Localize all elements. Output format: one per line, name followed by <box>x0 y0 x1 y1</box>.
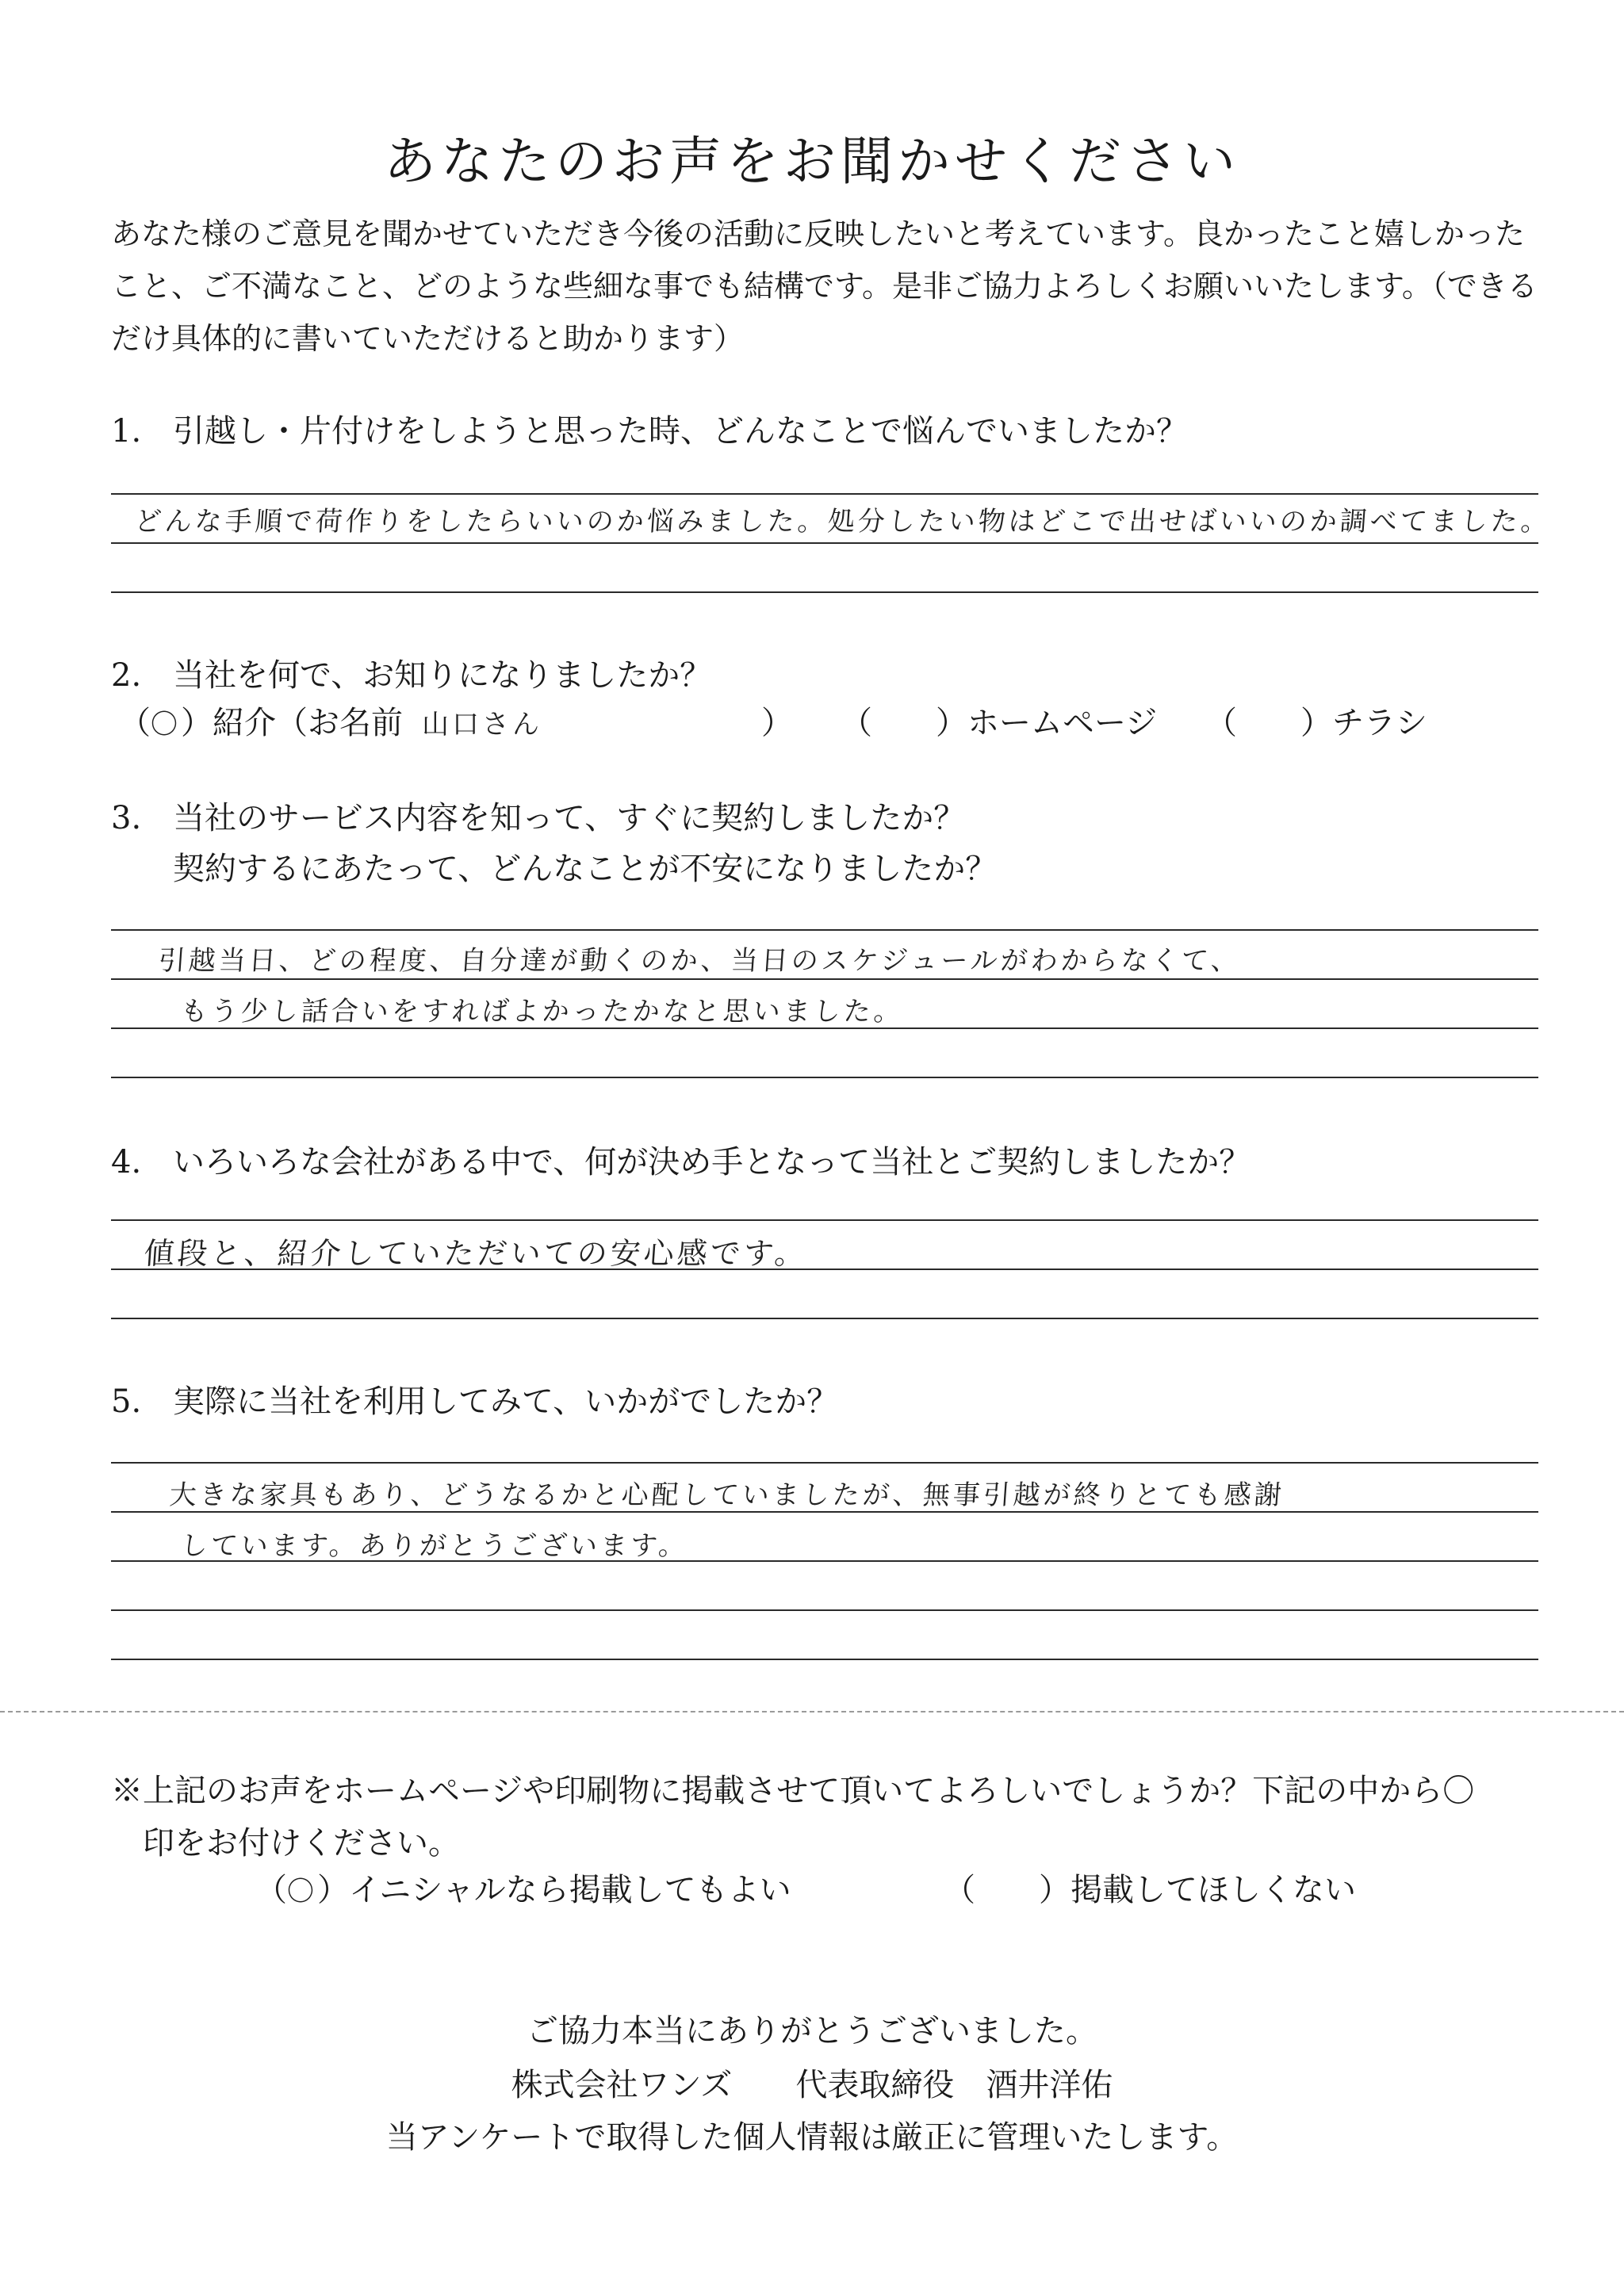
question-3-number: 3. <box>111 800 142 836</box>
question-3 <box>111 793 965 838</box>
answer-3-handwriting-1: 引越当日、どの程度、自分達が動くのか、当日のスケジュールがわからなくて、 <box>157 945 1243 977</box>
answer-5-line-1 <box>111 1462 1538 1464</box>
consent-note <box>111 1765 1538 1869</box>
consent-line-2: 印をお付けください。 <box>143 1825 460 1862</box>
referral-close-paren: ） <box>761 705 793 741</box>
thanks-text: ご協力本当にありがとうございました。 <box>527 2013 1097 2049</box>
referral-label: ）紹介（お名前 <box>181 705 403 741</box>
question-3-text-1: 当社のサービス内容を知って、すぐに契約しましたか？ <box>173 800 966 836</box>
question-1-text: 引越し・片付けをしようと思った時、どんなことで悩んでいましたか？ <box>173 413 1188 450</box>
consent-initials-open-paren: （ <box>255 1872 287 1908</box>
answer-5-line-5 <box>111 1659 1538 1660</box>
question-4 <box>111 1137 1251 1182</box>
question-2-number: 2. <box>111 657 142 694</box>
question-1 <box>111 406 1188 451</box>
company-text: 株式会社ワンズ 代表取締役 酒井洋佑 <box>511 2067 1113 2103</box>
referral-option <box>119 698 542 743</box>
answer-3-line-1 <box>111 929 1538 931</box>
answer-1-line-2 <box>111 542 1538 544</box>
consent-initials-label: ）イニシャルなら掲載してもよい <box>317 1872 791 1908</box>
consent-option-initials <box>255 1865 791 1910</box>
consent-line-1: ※上記のお声をホームページや印刷物に掲載させて頂いてよろしいでしょうか？下記の中から〇 <box>111 1773 1475 1809</box>
intro-text: あなた様のご意見を聞かせていただき今後の活動に反映したいと考えています。良かったこと嬉しかったこと、ご不満なこと、どのような些細な事でも結構です。是非ご協力よろしくお願いいたします。（できるだけ具体的に書いていただけると助かります） <box>111 216 1538 356</box>
referral-circle-mark: 〇 <box>151 709 181 740</box>
question-5-text: 実際に当社を利用してみて、いかがでしたか？ <box>173 1383 839 1420</box>
answer-1-line-1 <box>111 493 1538 495</box>
question-2 <box>111 650 711 695</box>
page-title: あなたのお声をお聞かせください <box>384 131 1240 192</box>
consent-circle-mark: 〇 <box>287 1876 317 1908</box>
answer-4-handwriting-1: 値段と、紹介していただいての安心感です。 <box>143 1236 810 1271</box>
answer-1-handwriting-1: どんな手順で荷作りをしたらいいのか悩みました。処分したい物はどこで出せばいいのか調べてました。 <box>133 506 1553 538</box>
answer-5-handwriting-1: 大きな家具もあり、どうなるかと心配していましたが、無事引越が終りとても感謝 <box>168 1479 1286 1511</box>
answer-3-handwriting-2: もう少し話合いをすればよかったかなと思いました。 <box>179 996 906 1027</box>
consent-option-no-publish: （ ）掲載してほしくない <box>944 1872 1356 1908</box>
question-4-number: 4. <box>111 1144 142 1181</box>
dashed-divider <box>0 1711 1624 1712</box>
answer-5-line-4 <box>111 1609 1538 1611</box>
question-5-number: 5. <box>111 1383 142 1420</box>
referral-name-handwriting: 山口さん <box>422 709 542 740</box>
question-5 <box>111 1376 838 1422</box>
answer-4-line-3 <box>111 1318 1538 1319</box>
question-2-text: 当社を何で、お知りになりましたか？ <box>173 657 712 694</box>
answer-4-line-1 <box>111 1219 1538 1221</box>
answer-5-handwriting-2: しています。ありがとうございます。 <box>179 1530 690 1562</box>
question-3-text-2: 契約するにあたって、どんなことが不安になりましたか？ <box>173 851 998 887</box>
answer-1-line-3 <box>111 591 1538 593</box>
question-4-text: いろいろな会社がある中で、何が決め手となって当社とご契約しましたか？ <box>173 1144 1251 1181</box>
homepage-option: （ ）ホームページ <box>841 705 1158 741</box>
flyer-option: （ ）チラシ <box>1205 705 1427 741</box>
answer-3-line-2 <box>111 978 1538 980</box>
privacy-text: 当アンケートで取得した個人情報は厳正に管理いたします。 <box>385 2119 1239 2156</box>
question-3-line-2 <box>111 844 997 889</box>
question-1-number: 1. <box>111 413 142 450</box>
answer-3-line-4 <box>111 1077 1538 1078</box>
referral-open-paren: （ <box>119 705 151 741</box>
